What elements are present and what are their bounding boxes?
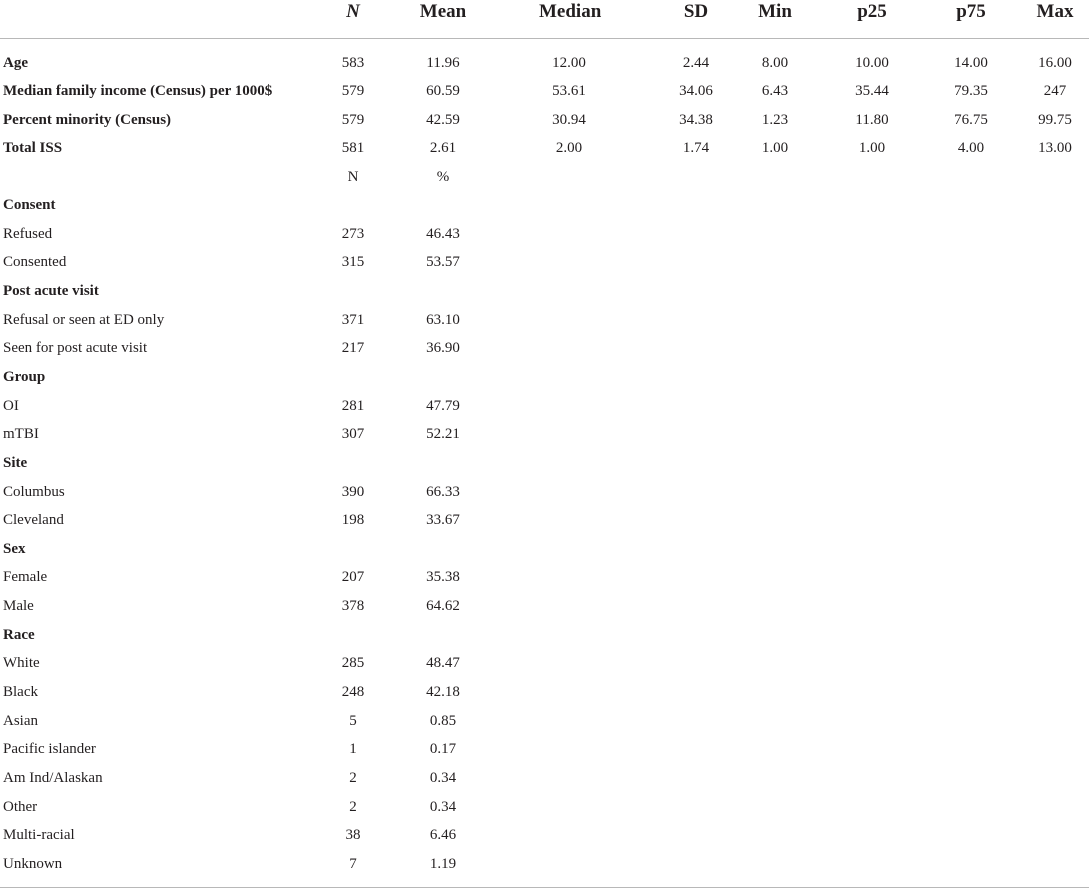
- cell-min: 1.23: [761, 112, 789, 128]
- row-label: OI: [3, 398, 19, 414]
- cell-count: 217: [341, 340, 365, 356]
- row-label: Percent minority (Census): [3, 112, 172, 128]
- section-heading: Sex: [3, 541, 26, 557]
- row-label: Other: [3, 799, 38, 815]
- cell-p25: 35.44: [855, 83, 889, 99]
- cell-count: 390: [341, 484, 365, 500]
- header-divider: [0, 38, 1089, 39]
- cell-n: 581: [341, 140, 365, 156]
- row-label: mTBI: [3, 426, 39, 442]
- table-row: [0, 334, 1089, 362]
- cell-percent: 48.47: [426, 655, 460, 671]
- section-heading: Group: [3, 369, 46, 385]
- cell-percent: 63.10: [426, 312, 460, 328]
- cell-median: 53.61: [552, 83, 586, 99]
- cell-percent: 0.85: [429, 713, 457, 729]
- row-label: Multi-racial: [3, 827, 75, 843]
- row-label: White: [3, 655, 40, 671]
- row-label: Male: [3, 598, 34, 614]
- cell-min: 6.43: [761, 83, 789, 99]
- cell-p75: 76.75: [954, 112, 988, 128]
- table-row: [0, 392, 1089, 420]
- cell-median: 2.00: [555, 140, 583, 156]
- cell-percent: 53.57: [426, 254, 460, 270]
- section-heading: Site: [3, 455, 28, 471]
- row-label: Asian: [3, 713, 38, 729]
- table-row: [0, 735, 1089, 763]
- section-heading-row: [0, 277, 1089, 305]
- cell-median: 12.00: [552, 55, 586, 71]
- row-label: Unknown: [3, 856, 63, 872]
- cell-count: 1: [349, 741, 357, 757]
- cell-percent: 42.18: [426, 684, 460, 700]
- cell-mean: 2.61: [429, 140, 457, 156]
- cell-n: 583: [341, 55, 365, 71]
- header-median: Median: [539, 1, 602, 22]
- cell-count: 248: [341, 684, 365, 700]
- cell-p75: 79.35: [954, 83, 988, 99]
- cell-percent: 0.34: [429, 799, 457, 815]
- table-row: [0, 821, 1089, 849]
- row-label: Pacific islander: [3, 741, 96, 757]
- table-row: [0, 678, 1089, 706]
- table-row: [0, 248, 1089, 276]
- cell-max: 16.00: [1038, 55, 1072, 71]
- header-min: Min: [758, 1, 792, 22]
- section-heading-row: [0, 363, 1089, 391]
- header-percent: %: [436, 169, 450, 185]
- table-row: [0, 106, 1089, 134]
- table-row: [0, 707, 1089, 735]
- cell-percent: 52.21: [426, 426, 460, 442]
- cell-count: 2: [349, 770, 357, 786]
- cell-count: 378: [341, 598, 365, 614]
- cell-n: 579: [341, 112, 365, 128]
- section-heading-row: [0, 191, 1089, 219]
- header-sd: SD: [683, 1, 709, 22]
- cell-sd: 1.74: [682, 140, 710, 156]
- row-label: Am Ind/Alaskan: [3, 770, 103, 786]
- table-row: [0, 420, 1089, 448]
- table-row: [0, 306, 1089, 334]
- cell-count: 281: [341, 398, 365, 414]
- section-heading-row: [0, 535, 1089, 563]
- header-mean: Mean: [419, 1, 467, 22]
- row-label: Black: [3, 684, 38, 700]
- cell-percent: 47.79: [426, 398, 460, 414]
- header-n: N: [346, 1, 360, 22]
- table-row: [0, 49, 1089, 77]
- cell-p25: 11.80: [855, 112, 889, 128]
- cell-max: 99.75: [1038, 112, 1072, 128]
- cell-count: 198: [341, 512, 365, 528]
- header-p75: p75: [956, 1, 986, 22]
- row-label: Median family income (Census) per 1000$: [3, 83, 273, 99]
- row-label: Columbus: [3, 484, 65, 500]
- table-row: [0, 506, 1089, 534]
- table-row: [0, 134, 1089, 162]
- table-bottom-rule: [0, 887, 1089, 888]
- cell-count: 5: [349, 713, 357, 729]
- cell-mean: 11.96: [426, 55, 460, 71]
- cell-count: 2: [349, 799, 357, 815]
- cell-min: 1.00: [761, 140, 789, 156]
- cell-percent: 35.38: [426, 569, 460, 585]
- cell-count: 285: [341, 655, 365, 671]
- cell-p75: 14.00: [954, 55, 988, 71]
- table-row: [0, 563, 1089, 591]
- row-label: Consented: [3, 254, 67, 270]
- cell-percent: 46.43: [426, 226, 460, 242]
- cell-percent: 36.90: [426, 340, 460, 356]
- table-row: [0, 220, 1089, 248]
- cell-max: 247: [1043, 83, 1067, 99]
- cell-percent: 33.67: [426, 512, 460, 528]
- cell-sd: 2.44: [682, 55, 710, 71]
- section-heading: Consent: [3, 197, 56, 213]
- cell-percent: 0.17: [429, 741, 457, 757]
- cell-count: 207: [341, 569, 365, 585]
- cell-sd: 34.06: [679, 83, 713, 99]
- cell-percent: 66.33: [426, 484, 460, 500]
- cell-mean: 42.59: [426, 112, 460, 128]
- table-row: [0, 764, 1089, 792]
- row-label: Seen for post acute visit: [3, 340, 148, 356]
- cell-median: 30.94: [552, 112, 586, 128]
- cell-percent: 64.62: [426, 598, 460, 614]
- section-heading: Race: [3, 627, 35, 643]
- row-label: Total ISS: [3, 140, 63, 156]
- row-label: Age: [3, 55, 28, 71]
- row-label: Refused: [3, 226, 53, 242]
- row-label: Female: [3, 569, 48, 585]
- row-label: Cleveland: [3, 512, 64, 528]
- row-label: Refusal or seen at ED only: [3, 312, 165, 328]
- cell-count: 38: [345, 827, 361, 843]
- cell-count: 307: [341, 426, 365, 442]
- header-p25: p25: [857, 1, 887, 22]
- cell-percent: 1.19: [429, 856, 457, 872]
- categorical-header-row: [0, 163, 1089, 191]
- cell-p75: 4.00: [957, 140, 985, 156]
- cell-count: 273: [341, 226, 365, 242]
- section-heading: Post acute visit: [3, 283, 99, 299]
- cell-n: 579: [341, 83, 365, 99]
- cell-count: 371: [341, 312, 365, 328]
- table-row: [0, 478, 1089, 506]
- cell-count: 7: [349, 856, 357, 872]
- cell-percent: 0.34: [429, 770, 457, 786]
- cell-count: 315: [341, 254, 365, 270]
- table-row: [0, 649, 1089, 677]
- section-heading-row: [0, 621, 1089, 649]
- cell-p25: 1.00: [858, 140, 886, 156]
- cell-percent: 6.46: [429, 827, 457, 843]
- header-max: Max: [1036, 1, 1074, 22]
- table-row: [0, 77, 1089, 105]
- header-count: N: [347, 169, 359, 185]
- section-heading-row: [0, 449, 1089, 477]
- table-row: [0, 850, 1089, 878]
- cell-max: 13.00: [1038, 140, 1072, 156]
- table-row: [0, 793, 1089, 821]
- cell-p25: 10.00: [855, 55, 889, 71]
- cell-mean: 60.59: [426, 83, 460, 99]
- table-row: [0, 592, 1089, 620]
- cell-sd: 34.38: [679, 112, 713, 128]
- cell-min: 8.00: [761, 55, 789, 71]
